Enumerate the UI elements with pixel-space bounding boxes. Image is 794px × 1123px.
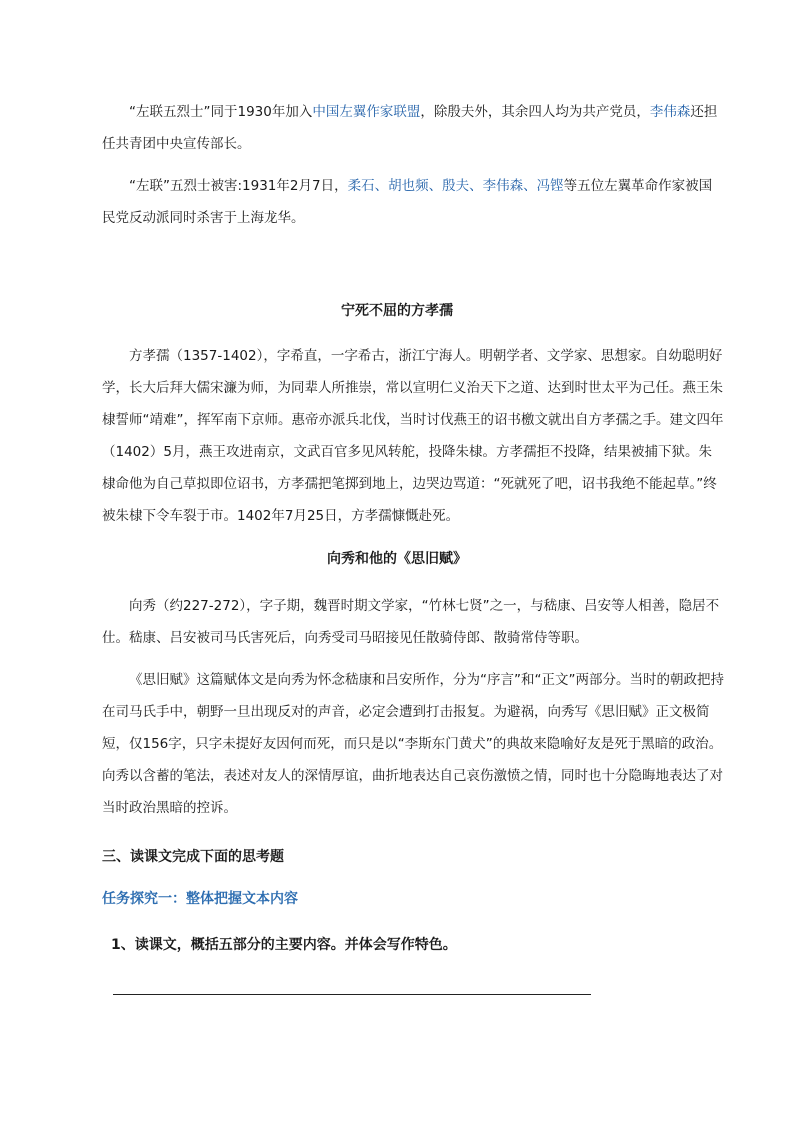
- question-1: 1、读课文，概括五部分的主要内容。并体会写作特色。: [111, 937, 457, 953]
- task-heading: 任务探究一：整体把握文本内容: [102, 891, 298, 907]
- p1-link-li-weisen: 李伟森: [649, 104, 691, 120]
- p1-link-league: 中国左翼作家联盟: [312, 104, 421, 120]
- p2-text-c: 等五位左翼革命作家被国民党反动派同时杀害于上海龙华。: [102, 178, 713, 226]
- p2-text-a: “左联”五烈士被害:1931年2月7日，: [129, 178, 348, 194]
- p1-text-c: ，除殷夫外，其余四人均为共产党员，: [420, 104, 650, 120]
- answer-line[interactable]: [113, 994, 591, 995]
- p1-text-a: “左联五烈士”同于1930年加入: [129, 104, 313, 120]
- section-heading-questions: 三、读课文完成下面的思考题: [102, 849, 284, 865]
- section-title-xiang-xiu: 向秀和他的《思旧赋》: [327, 551, 467, 567]
- p1-text-e: 还担任共青团中央宣传部长。: [102, 104, 718, 152]
- paragraph-left-league: [102, 96, 724, 160]
- paragraph-five-martyrs: [102, 170, 724, 234]
- paragraph-si-jiu-fu: 《思旧赋》这篇赋体文是向秀为怀念嵇康和吕安所作，分为“序言”和“正文”两部分。当时的朝政把持在司马氏手中，朝野一旦出现反对的声音，必定会遭到打击报复。为避祸，向秀写《思旧赋》正文极简短，仅156字，只字未提好友因何而死，而只是以“李斯东门黄犬”的典故来隐喻好友是死于黑暗的政治。向秀以含蓄的笔法，表述对友人的深情厚谊，曲折地表达自己哀伤激愤之情，同时也十分隐晦地表达了对当时政治黑暗的控诉。: [102, 672, 724, 816]
- section-title-fang-xiaoru: 宁死不屈的方孝孺: [341, 303, 453, 319]
- paragraph-xiang-xiu: 向秀（约227-272），字子期，魏晋时期文学家，“竹林七贤”之一，与嵇康、吕安等人相善，隐居不仕。嵇康、吕安被司马氏害死后，向秀受司马昭接见任散骑侍郎、散骑常侍等职。: [102, 598, 720, 646]
- paragraph-fang-xiaoru: 方孝孺（1357-1402），字希直，一字希古，浙江宁海人。明朝学者、文学家、思想家。自幼聪明好学，长大后拜大儒宋濂为师，为同辈人所推崇，常以宣明仁义治天下之道、达到时世太平为己任。燕王朱棣誓师“靖难”，挥军南下京师。惠帝亦派兵北伐，当时讨伐燕王的诏书檄文就出自方孝孺之手。建文四年（1402）5月，燕王攻进南京，文武百官多见风转舵，投降朱棣。方孝孺拒不投降，结果被捕下狱。朱棣命他为自己草拟即位诏书，方孝孺把笔掷到地上，边哭边骂道：“死就死了吧，诏书我绝不能起草。”终被朱棣下令车裂于市。1402年7月25日，方孝孺慷慨赴死。: [102, 348, 724, 524]
- p2-link-names: 柔石、胡也频、殷夫、李伟森、冯铿: [347, 178, 564, 194]
